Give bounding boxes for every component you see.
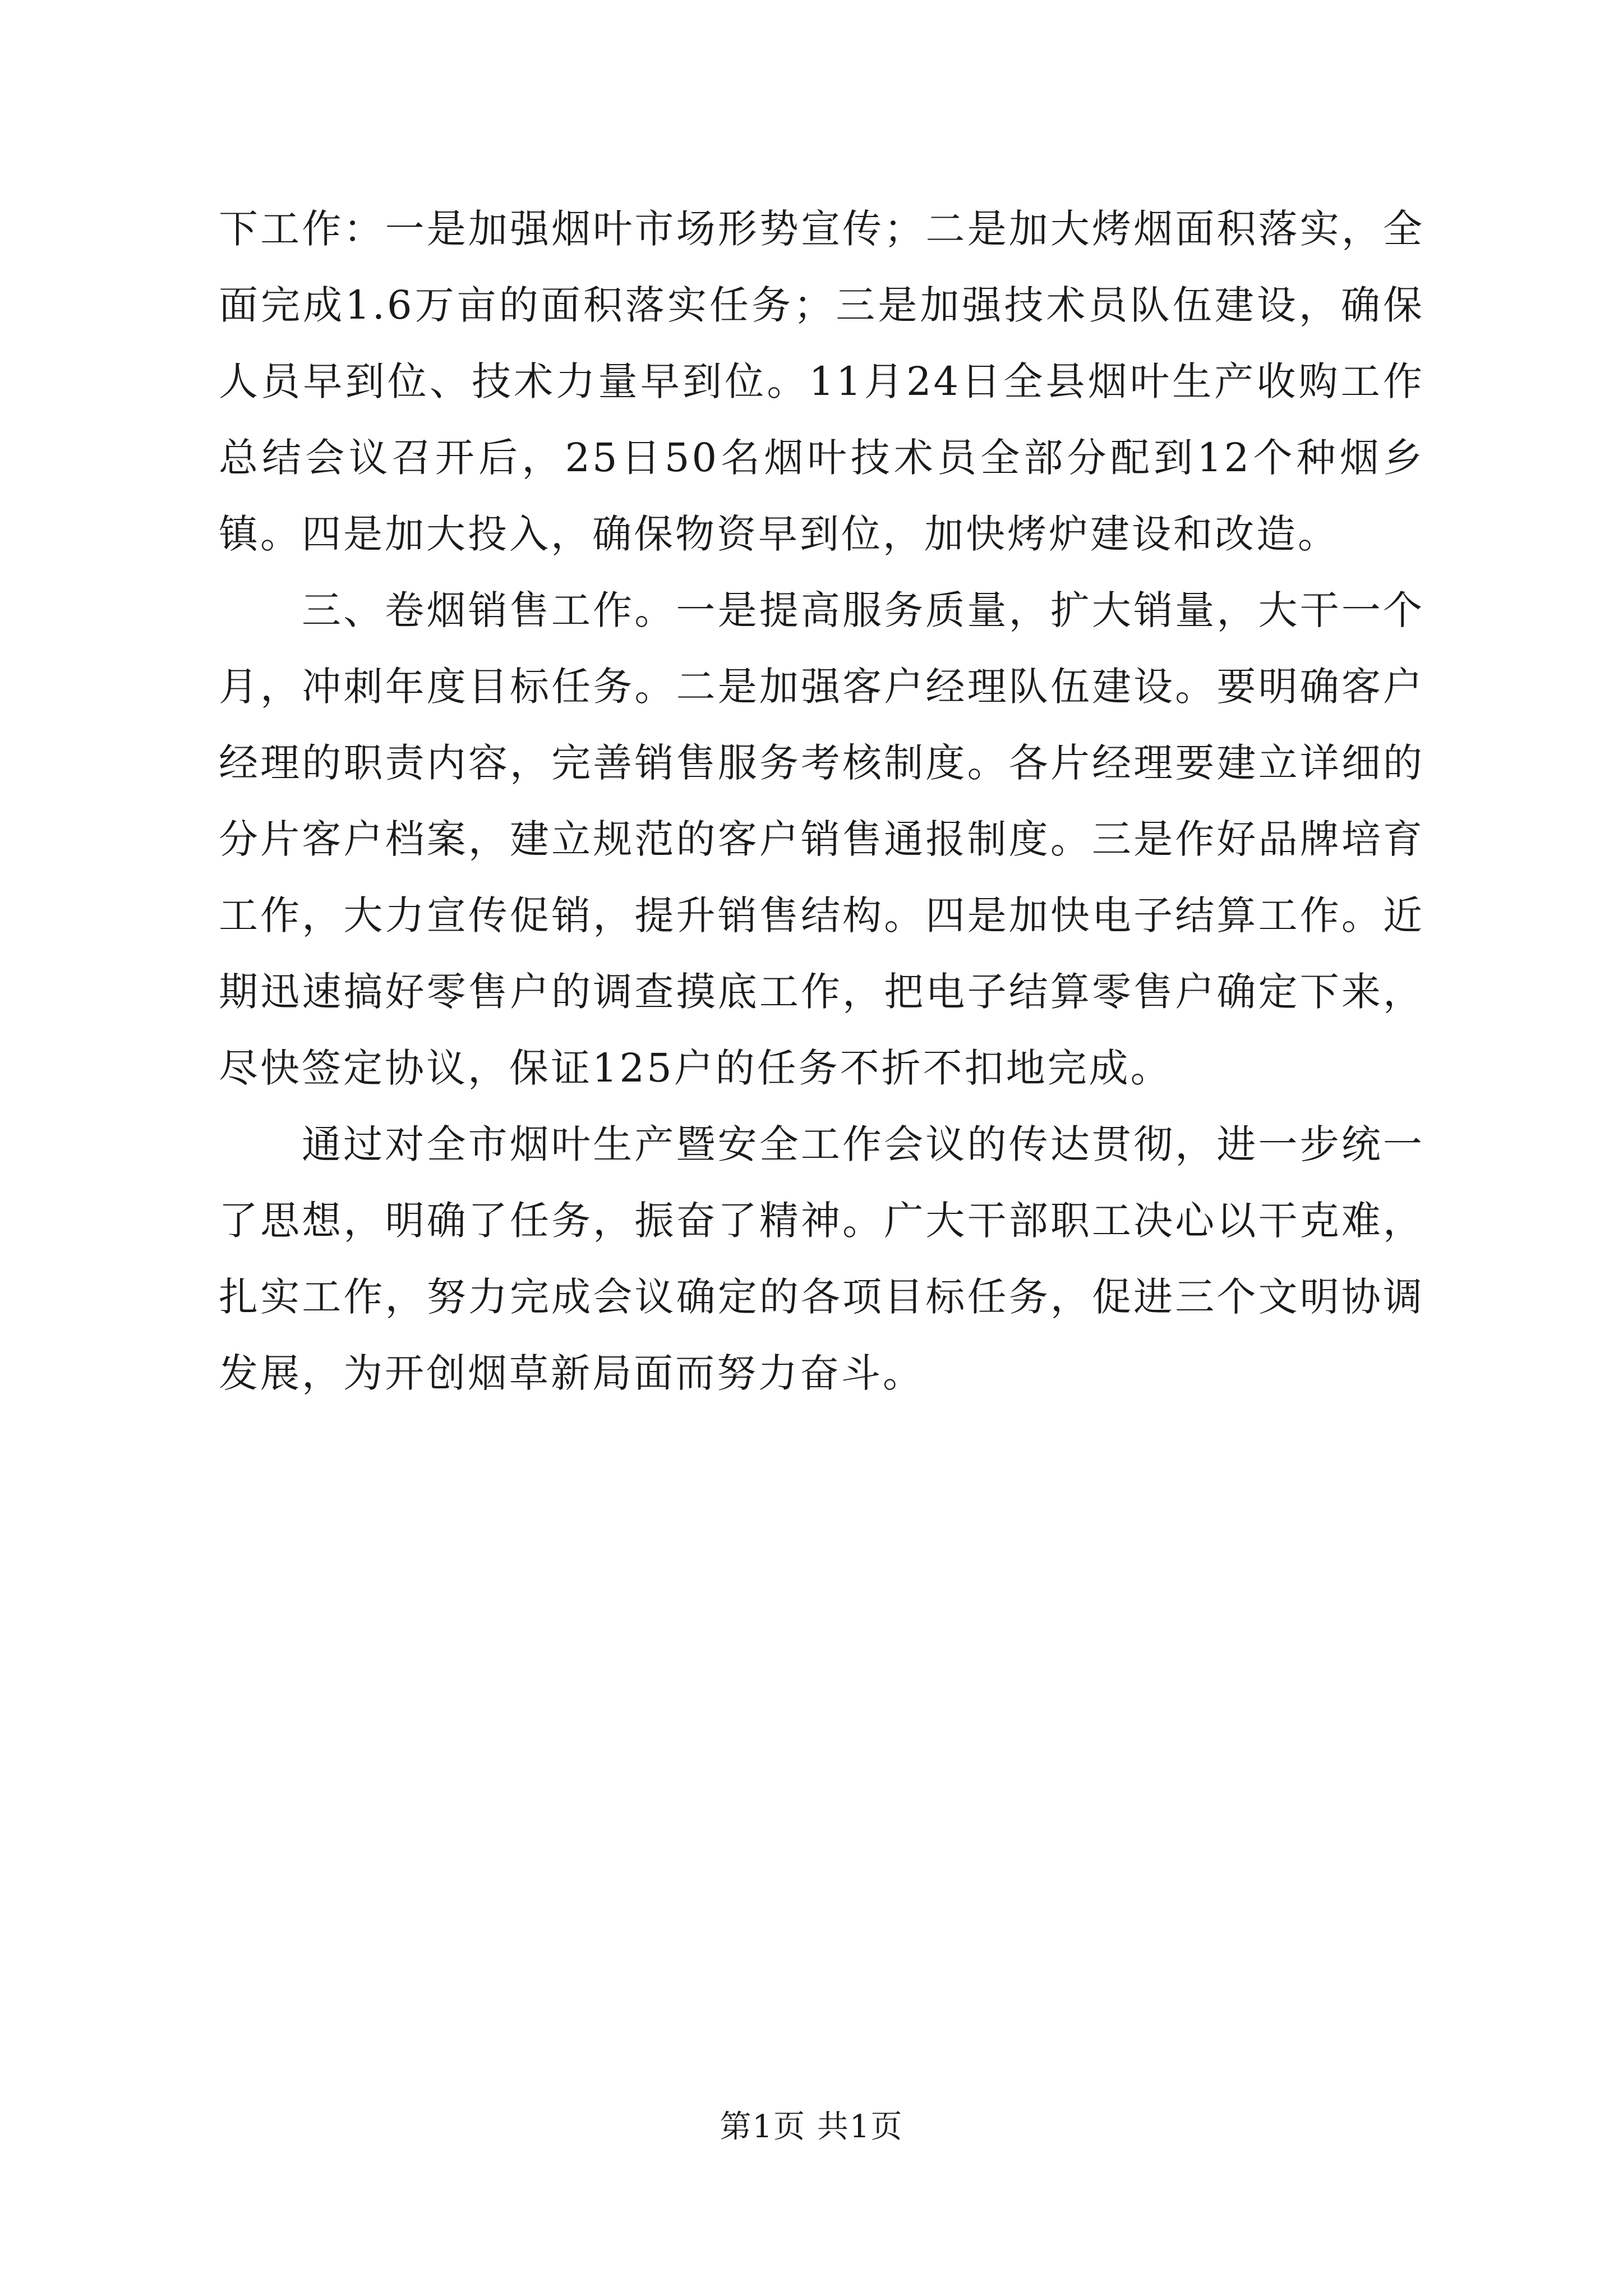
body-paragraph-2: 三、卷烟销售工作。一是提高服务质量，扩大销量，大干一个月，冲刺年度目标任务。二是加强客户经理队伍建设。要明确客户经理的职责内容，完善销售服务考核制度。各片经理要建立详细的分片客户档案，建立规范的客户销售通报制度。三是作好品牌培育工作，大力宣传促销，提升销售结构。四是加快电子结算工作。近期迅速搞好零售户的调查摸底工作，把电子结算零售户确定下来，尽快签定协议，保证125户的任务不折不扣地完成。	[219, 587, 1424, 1091]
page-footer: 第1页 共1页	[720, 2109, 903, 2145]
body-paragraph-3: 通过对全市烟叶生产暨安全工作会议的传达贯彻，进一步统一了思想，明确了任务，振奋了精神。广大干部职工决心以干克难，扎实工作，努力完成会议确定的各项目标任务，促进三个文明协调发展，为开创烟草新局面而努力奋斗。	[219, 1121, 1424, 1396]
document-body	[219, 191, 1424, 1411]
body-paragraph-1: 下工作：一是加强烟叶市场形势宣传；二是加大烤烟面积落实，全面完成1.6万亩的面积落实任务；三是加强技术员队伍建设，确保人员早到位、技术力量早到位。11月24日全县烟叶生产收购工作总结会议召开后，25日50名烟叶技术员全部分配到12个种烟乡镇。四是加大投入，确保物资早到位，加快烤炉建设和改造。	[219, 206, 1424, 557]
